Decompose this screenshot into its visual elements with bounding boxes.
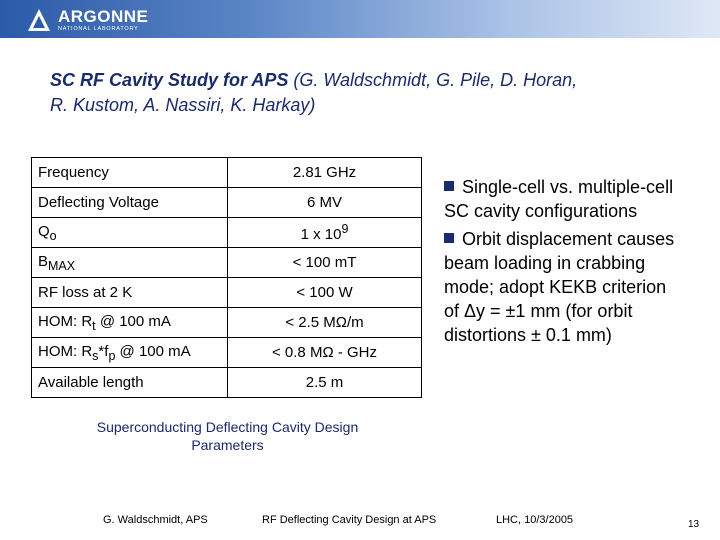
table-row bbox=[32, 158, 422, 188]
table-cell-label: Available length bbox=[32, 368, 228, 398]
bullet-text: Single-cell vs. multiple-cell SC cavity configurations bbox=[444, 177, 674, 221]
logo-name: ARGONNE bbox=[58, 6, 149, 26]
table-cell-value: 2.5 m bbox=[228, 368, 422, 398]
label-tail: @ 100 mA bbox=[115, 342, 191, 360]
label-base: HOM: R bbox=[38, 342, 93, 360]
title-main: SC RF Cavity Study for APS bbox=[50, 70, 289, 90]
table-cell-value: < 2.5 MΩ/m bbox=[228, 308, 422, 338]
argonne-logo bbox=[26, 6, 148, 34]
table-caption bbox=[60, 418, 395, 454]
slide-title bbox=[50, 68, 690, 118]
table-cell-value: < 0.8 MΩ - GHz bbox=[228, 338, 422, 368]
bullet-list bbox=[444, 175, 684, 351]
footer-author: G. Waldschmidt, APS bbox=[103, 514, 208, 526]
label-subscript: s bbox=[92, 348, 99, 363]
bullet-item bbox=[444, 227, 684, 347]
parameters-table bbox=[31, 157, 422, 398]
label-base: B bbox=[38, 252, 49, 270]
table-cell-label bbox=[32, 338, 228, 368]
table-cell-label bbox=[32, 218, 228, 248]
table-cell-value: 6 MV bbox=[228, 188, 422, 218]
table-row bbox=[32, 218, 422, 248]
header-band bbox=[0, 0, 720, 38]
label-subscript-2: p bbox=[108, 348, 116, 363]
page-number: 13 bbox=[688, 519, 700, 530]
title-authors-line1: (G. Waldschmidt, G. Pile, D. Horan, bbox=[288, 70, 578, 90]
label-subscript: o bbox=[49, 228, 57, 243]
caption-line2: Parameters bbox=[191, 437, 264, 453]
table-row bbox=[32, 188, 422, 218]
table-row bbox=[32, 368, 422, 398]
label-mid: *f bbox=[98, 342, 109, 360]
table-cell-label: Deflecting Voltage bbox=[32, 188, 228, 218]
label-tail: @ 100 mA bbox=[95, 312, 171, 330]
value-superscript: 9 bbox=[341, 222, 349, 236]
table-cell-label bbox=[32, 248, 228, 278]
logo-subtitle: NATIONAL LABORATORY bbox=[58, 25, 139, 32]
square-bullet-icon bbox=[444, 233, 454, 243]
table-row bbox=[32, 278, 422, 308]
footer-event: LHC, 10/3/2005 bbox=[496, 514, 574, 526]
argonne-logo-icon bbox=[26, 7, 52, 33]
table-cell-label: Frequency bbox=[32, 158, 228, 188]
table-cell-label bbox=[32, 308, 228, 338]
value-base: 1 x 10 bbox=[300, 226, 342, 243]
table-cell-value bbox=[228, 218, 422, 248]
table-row bbox=[32, 248, 422, 278]
caption-line1: Superconducting Deflecting Cavity Design bbox=[96, 419, 359, 435]
table-row bbox=[32, 308, 422, 338]
label-base: HOM: R bbox=[38, 312, 93, 330]
square-bullet-icon bbox=[444, 181, 454, 191]
bullet-text: Orbit displacement causes beam loading in crabbing mode; adopt KEKB criterion of Δy = ±1 mm (for orbit distortions ± 0.1 mm) bbox=[444, 229, 675, 345]
table-cell-label: RF loss at 2 K bbox=[32, 278, 228, 308]
table-cell-value: < 100 mT bbox=[228, 248, 422, 278]
table-cell-value: 2.81 GHz bbox=[228, 158, 422, 188]
label-subscript: MAX bbox=[48, 258, 76, 273]
title-authors-line2: R. Kustom, A. Nassiri, K. Harkay) bbox=[50, 95, 316, 115]
label-subscript: t bbox=[92, 318, 96, 333]
footer-talk: RF Deflecting Cavity Design at APS bbox=[262, 514, 437, 526]
bullet-item bbox=[444, 175, 684, 223]
table-cell-value: < 100 W bbox=[228, 278, 422, 308]
table-row bbox=[32, 338, 422, 368]
label-base: Q bbox=[38, 222, 50, 240]
